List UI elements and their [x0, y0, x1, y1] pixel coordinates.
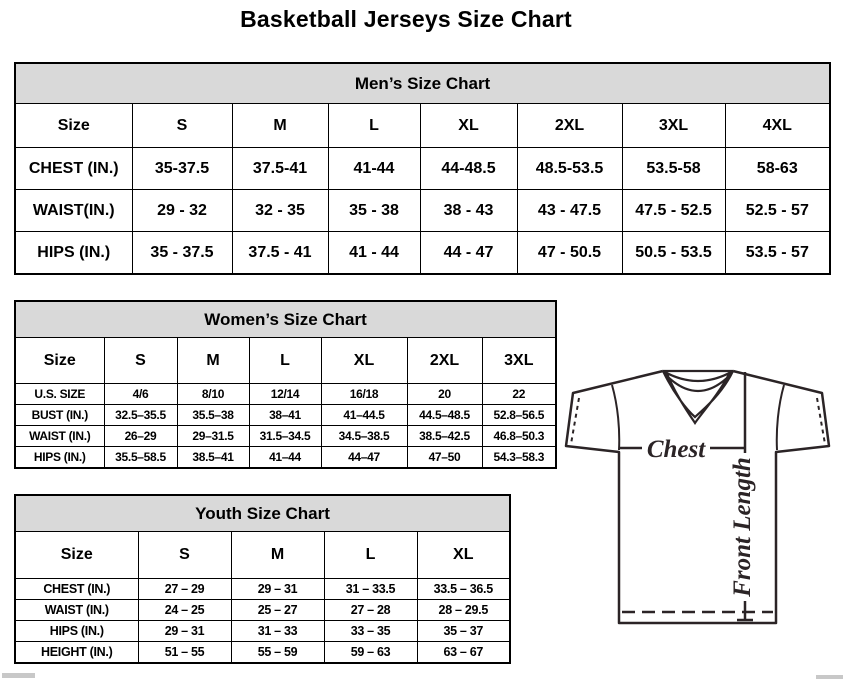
size-value-cell: 35 - 37.5 — [132, 232, 232, 275]
size-value-cell: 46.8–50.3 — [482, 426, 556, 447]
chest-label: Chest — [646, 436, 706, 463]
size-value-cell: 31 – 33.5 — [324, 579, 417, 600]
row-label: HIPS (IN.) — [15, 447, 104, 469]
scrollbar-fragment-right[interactable] — [816, 675, 843, 679]
size-value-cell: 4/6 — [104, 384, 177, 405]
size-value-cell: 44-48.5 — [420, 148, 517, 190]
size-value-cell: 52.8–56.5 — [482, 405, 556, 426]
column-header: L — [249, 338, 321, 384]
size-value-cell: 29 – 31 — [231, 579, 324, 600]
size-value-cell: 35 – 37 — [417, 621, 510, 642]
table-row — [15, 405, 556, 426]
row-label: BUST (IN.) — [15, 405, 104, 426]
size-value-cell: 33.5 – 36.5 — [417, 579, 510, 600]
size-value-cell: 44.5–48.5 — [407, 405, 482, 426]
size-value-cell: 27 – 29 — [138, 579, 231, 600]
jersey-collar — [663, 371, 733, 423]
row-label: CHEST (IN.) — [15, 148, 132, 190]
column-header: 3XL — [482, 338, 556, 384]
size-value-cell: 53.5-58 — [622, 148, 725, 190]
size-value-cell: 41–44.5 — [321, 405, 407, 426]
size-value-cell: 32 - 35 — [232, 190, 328, 232]
womens-table-title: Women’s Size Chart — [15, 301, 556, 338]
size-value-cell: 41–44 — [249, 447, 321, 469]
size-value-cell: 63 – 67 — [417, 642, 510, 664]
column-header: M — [231, 532, 324, 579]
size-value-cell: 37.5 - 41 — [232, 232, 328, 275]
size-value-cell: 26–29 — [104, 426, 177, 447]
table-row — [15, 232, 830, 275]
size-value-cell: 41 - 44 — [328, 232, 420, 275]
size-value-cell: 55 – 59 — [231, 642, 324, 664]
size-value-cell: 34.5–38.5 — [321, 426, 407, 447]
womens-size-table — [14, 300, 557, 469]
size-value-cell: 47.5 - 52.5 — [622, 190, 725, 232]
row-label: WAIST(IN.) — [15, 190, 132, 232]
row-label: HEIGHT (IN.) — [15, 642, 138, 664]
mens-size-table — [14, 62, 831, 275]
column-header: M — [177, 338, 249, 384]
size-value-cell: 51 – 55 — [138, 642, 231, 664]
size-value-cell: 53.5 - 57 — [725, 232, 830, 275]
row-label: WAIST (IN.) — [15, 426, 104, 447]
column-header: Size — [15, 532, 138, 579]
column-header: XL — [420, 104, 517, 148]
size-value-cell: 35.5–58.5 — [104, 447, 177, 469]
jersey-measurement-diagram — [558, 360, 843, 635]
table-row — [15, 642, 510, 664]
column-header: 4XL — [725, 104, 830, 148]
size-value-cell: 29 – 31 — [138, 621, 231, 642]
column-header: 2XL — [407, 338, 482, 384]
size-value-cell: 47–50 — [407, 447, 482, 469]
size-value-cell: 29 - 32 — [132, 190, 232, 232]
row-label: CHEST (IN.) — [15, 579, 138, 600]
front-length-label: Front Length — [729, 457, 756, 597]
column-header: XL — [321, 338, 407, 384]
column-header: Size — [15, 104, 132, 148]
size-value-cell: 58-63 — [725, 148, 830, 190]
size-value-cell: 29–31.5 — [177, 426, 249, 447]
column-header: L — [324, 532, 417, 579]
column-header: S — [132, 104, 232, 148]
page-title: Basketball Jerseys Size Chart — [240, 6, 572, 32]
size-value-cell: 52.5 - 57 — [725, 190, 830, 232]
size-value-cell: 16/18 — [321, 384, 407, 405]
size-value-cell: 38.5–42.5 — [407, 426, 482, 447]
size-value-cell: 25 – 27 — [231, 600, 324, 621]
size-value-cell: 20 — [407, 384, 482, 405]
table-row — [15, 600, 510, 621]
size-value-cell: 44–47 — [321, 447, 407, 469]
size-value-cell: 44 - 47 — [420, 232, 517, 275]
table-row — [15, 579, 510, 600]
size-value-cell: 33 – 35 — [324, 621, 417, 642]
column-header: L — [328, 104, 420, 148]
table-row — [15, 621, 510, 642]
size-value-cell: 8/10 — [177, 384, 249, 405]
size-value-cell: 47 - 50.5 — [517, 232, 622, 275]
size-value-cell: 35.5–38 — [177, 405, 249, 426]
size-value-cell: 12/14 — [249, 384, 321, 405]
column-header: Size — [15, 338, 104, 384]
table-row — [15, 426, 556, 447]
table-row — [15, 190, 830, 232]
size-value-cell: 35 - 38 — [328, 190, 420, 232]
column-header: S — [138, 532, 231, 579]
size-value-cell: 38.5–41 — [177, 447, 249, 469]
size-value-cell: 27 – 28 — [324, 600, 417, 621]
size-value-cell: 24 – 25 — [138, 600, 231, 621]
size-value-cell: 50.5 - 53.5 — [622, 232, 725, 275]
table-row — [15, 384, 556, 405]
row-label: HIPS (IN.) — [15, 621, 138, 642]
column-header: 2XL — [517, 104, 622, 148]
table-row — [15, 447, 556, 469]
column-header: 3XL — [622, 104, 725, 148]
size-value-cell: 54.3–58.3 — [482, 447, 556, 469]
size-value-cell: 35-37.5 — [132, 148, 232, 190]
mens-table-title: Men’s Size Chart — [15, 63, 830, 104]
column-header: M — [232, 104, 328, 148]
column-header: XL — [417, 532, 510, 579]
size-value-cell: 31.5–34.5 — [249, 426, 321, 447]
youth-table-title: Youth Size Chart — [15, 495, 510, 532]
row-label: WAIST (IN.) — [15, 600, 138, 621]
size-value-cell: 31 – 33 — [231, 621, 324, 642]
column-header: S — [104, 338, 177, 384]
size-value-cell: 22 — [482, 384, 556, 405]
row-label: HIPS (IN.) — [15, 232, 132, 275]
size-value-cell: 37.5-41 — [232, 148, 328, 190]
size-value-cell: 48.5-53.5 — [517, 148, 622, 190]
row-label: U.S. SIZE — [15, 384, 104, 405]
youth-size-table — [14, 494, 511, 664]
size-value-cell: 38 - 43 — [420, 190, 517, 232]
scrollbar-fragment-left[interactable] — [2, 673, 35, 678]
size-value-cell: 38–41 — [249, 405, 321, 426]
size-value-cell: 28 – 29.5 — [417, 600, 510, 621]
size-value-cell: 59 – 63 — [324, 642, 417, 664]
size-value-cell: 41-44 — [328, 148, 420, 190]
size-value-cell: 43 - 47.5 — [517, 190, 622, 232]
table-row — [15, 148, 830, 190]
size-value-cell: 32.5–35.5 — [104, 405, 177, 426]
jersey-outline — [566, 371, 829, 623]
